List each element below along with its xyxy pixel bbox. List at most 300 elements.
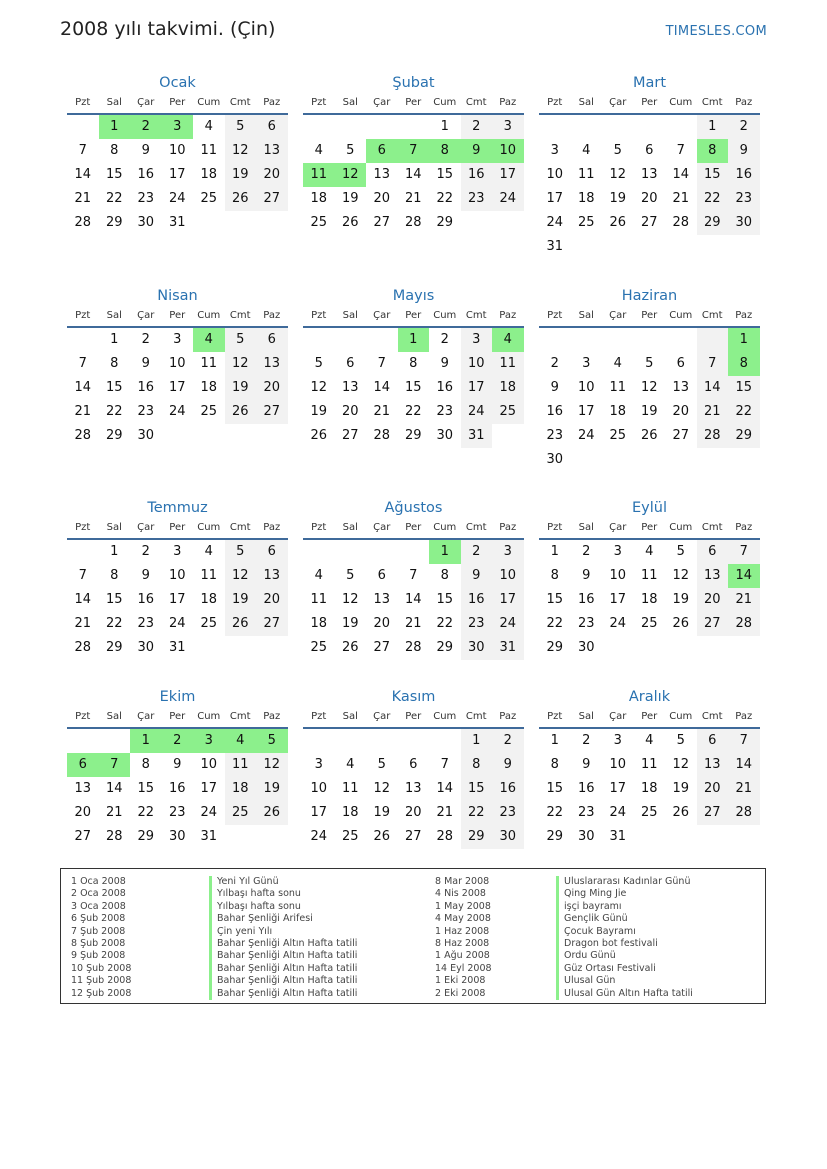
month-name: Aralık — [628, 689, 671, 705]
weekday-label: Cmt — [465, 711, 487, 722]
day-cell: 10 — [609, 568, 627, 583]
day-cell: 3 — [193, 729, 225, 753]
day-cell: 7 — [78, 568, 87, 583]
day-cell: 4 — [204, 119, 213, 134]
day-cell: 17 — [609, 781, 627, 796]
day-cell: 4 — [613, 356, 622, 371]
weekday-label: Per — [169, 711, 186, 722]
day-cell: 29 — [728, 424, 760, 448]
day-cell: 8 — [110, 356, 119, 371]
day-cell: 23 — [492, 801, 524, 825]
day-cell: 7 — [697, 352, 729, 376]
legend-holiday-name: Bahar Şenliği Altın Hafta tatili — [217, 937, 358, 949]
day-cell: 9 — [173, 757, 182, 772]
month-block — [539, 285, 760, 472]
empty-cell — [571, 115, 603, 139]
empty-cell — [697, 448, 729, 472]
empty-cell — [193, 211, 225, 235]
weekday-label: Pzt — [75, 522, 91, 533]
day-cell: 3 — [550, 143, 559, 158]
weekday-label: Per — [169, 522, 186, 533]
day-cell: 11 — [609, 380, 627, 395]
day-cell: 27 — [697, 612, 729, 636]
day-cell: 20 — [74, 805, 92, 820]
weekday-label: Paz — [735, 97, 753, 108]
day-cell: 8 — [110, 143, 119, 158]
day-cell: 19 — [256, 777, 288, 801]
day-cell: 29 — [105, 428, 123, 443]
day-cell: 12 — [225, 564, 257, 588]
day-cell: 1 — [440, 119, 449, 134]
day-cell: 5 — [225, 328, 257, 352]
day-cell: 2 — [550, 356, 559, 371]
day-cell: 8 — [697, 139, 729, 163]
day-cell: 2 — [582, 733, 591, 748]
weekday-header — [303, 519, 524, 540]
empty-cell — [256, 825, 288, 849]
day-cell: 5 — [613, 143, 622, 158]
weekday-label: Çar — [373, 522, 391, 533]
day-cell: 18 — [640, 592, 658, 607]
month-name: Nisan — [157, 288, 198, 304]
legend-date: 2 Eki 2008 — [435, 987, 486, 999]
weekday-label: Sal — [106, 310, 122, 321]
day-cell: 14 — [105, 781, 123, 796]
day-cell: 5 — [256, 729, 288, 753]
day-cell: 17 — [492, 588, 524, 612]
day-cell: 15 — [546, 781, 564, 796]
legend-holiday-name: Bahar Şenliği Arifesi — [217, 913, 313, 925]
day-cell: 18 — [225, 777, 257, 801]
weekday-label: Per — [641, 310, 658, 321]
day-cell: 14 — [74, 380, 92, 395]
day-cell: 16 — [461, 163, 493, 187]
day-cell: 13 — [697, 753, 729, 777]
weekday-label: Cmt — [701, 310, 723, 321]
weekday-label: Paz — [263, 522, 281, 533]
day-cell: 28 — [728, 801, 760, 825]
day-cell: 29 — [461, 825, 493, 849]
day-cell: 10 — [168, 356, 186, 371]
weekday-label: Cum — [669, 711, 693, 722]
day-cell: 28 — [105, 829, 123, 844]
empty-cell — [67, 328, 99, 352]
weekday-label: Sal — [578, 711, 594, 722]
weekday-header — [67, 307, 288, 328]
day-cell: 16 — [546, 404, 564, 419]
weekday-label: Pzt — [311, 97, 327, 108]
weekday-label: Sal — [578, 522, 594, 533]
day-cell: 6 — [256, 328, 288, 352]
day-cell: 2 — [162, 729, 194, 753]
day-cell: 8 — [429, 139, 461, 163]
legend-holiday-name: Çocuk Bayramı — [564, 925, 636, 937]
day-cell: 12 — [225, 352, 257, 376]
day-grid — [539, 115, 760, 259]
weekday-label: Per — [405, 711, 422, 722]
day-cell: 27 — [697, 801, 729, 825]
weekday-label: Paz — [499, 711, 517, 722]
legend-date: 7 Şub 2008 — [71, 925, 126, 937]
day-cell: 28 — [74, 640, 92, 655]
day-grid — [67, 115, 288, 235]
weekday-label: Çar — [373, 711, 391, 722]
day-cell: 4 — [314, 143, 323, 158]
legend-date: 14 Eyl 2008 — [435, 962, 492, 974]
month-name: Ekim — [159, 689, 196, 705]
day-cell: 23 — [137, 616, 155, 631]
day-cell: 28 — [436, 829, 454, 844]
day-cell: 19 — [672, 592, 690, 607]
day-grid — [67, 729, 288, 849]
month-block — [303, 72, 524, 235]
day-cell: 26 — [640, 428, 658, 443]
day-cell: 25 — [200, 616, 218, 631]
day-cell: 22 — [137, 805, 155, 820]
day-cell: 22 — [436, 191, 454, 206]
day-cell: 23 — [168, 805, 186, 820]
day-cell: 10 — [310, 781, 328, 796]
day-cell: 1 — [398, 328, 430, 352]
day-cell: 25 — [577, 215, 595, 230]
day-cell: 9 — [461, 139, 493, 163]
day-cell: 6 — [697, 729, 729, 753]
weekday-label: Cmt — [465, 97, 487, 108]
day-cell: 18 — [492, 376, 524, 400]
weekday-label: Sal — [578, 310, 594, 321]
month-name: Eylül — [632, 500, 667, 516]
empty-cell — [366, 328, 398, 352]
day-cell: 10 — [461, 352, 493, 376]
day-cell: 1 — [130, 729, 162, 753]
empty-cell — [539, 328, 571, 352]
empty-cell — [602, 448, 634, 472]
weekday-label: Pzt — [547, 310, 563, 321]
day-cell: 7 — [440, 757, 449, 772]
day-cell: 28 — [74, 215, 92, 230]
day-cell: 4 — [645, 544, 654, 559]
weekday-label: Çar — [137, 310, 155, 321]
empty-cell — [634, 636, 666, 660]
empty-cell — [665, 235, 697, 259]
weekday-label: Paz — [263, 711, 281, 722]
day-cell: 17 — [461, 376, 493, 400]
legend-holiday-name: Çin yeni Yılı — [217, 925, 273, 937]
legend-names-right — [556, 876, 693, 1000]
day-cell: 3 — [173, 332, 182, 347]
empty-cell — [728, 636, 760, 660]
day-cell: 17 — [609, 592, 627, 607]
day-cell: 24 — [461, 400, 493, 424]
day-cell: 20 — [640, 191, 658, 206]
day-cell: 19 — [609, 191, 627, 206]
day-cell: 7 — [676, 143, 685, 158]
day-cell: 27 — [256, 400, 288, 424]
month-name: Kasım — [391, 689, 436, 705]
empty-cell — [665, 115, 697, 139]
day-cell: 14 — [728, 753, 760, 777]
day-cell: 9 — [141, 143, 150, 158]
day-cell: 17 — [310, 805, 328, 820]
holiday-legend — [60, 868, 766, 1004]
legend-dates-right — [435, 876, 492, 1000]
day-cell: 11 — [640, 757, 658, 772]
day-cell: 5 — [645, 356, 654, 371]
weekday-label: Per — [169, 97, 186, 108]
day-cell: 12 — [256, 753, 288, 777]
day-cell: 19 — [310, 404, 328, 419]
day-cell: 10 — [492, 564, 524, 588]
day-cell: 3 — [492, 115, 524, 139]
empty-cell — [665, 825, 697, 849]
day-cell: 24 — [168, 616, 186, 631]
legend-holiday-name: Bahar Şenliği Altın Hafta tatili — [217, 987, 358, 999]
weekday-label: Paz — [735, 711, 753, 722]
legend-date: 8 Mar 2008 — [435, 876, 490, 887]
day-cell: 17 — [492, 163, 524, 187]
legend-date: 8 Şub 2008 — [71, 937, 126, 949]
day-cell: 7 — [728, 729, 760, 753]
empty-cell — [634, 115, 666, 139]
empty-cell — [634, 448, 666, 472]
day-cell: 14 — [672, 167, 690, 182]
day-cell: 30 — [137, 215, 155, 230]
day-cell: 4 — [225, 729, 257, 753]
day-cell: 20 — [341, 404, 359, 419]
weekday-label: Çar — [137, 711, 155, 722]
day-cell: 18 — [310, 191, 328, 206]
day-cell: 20 — [256, 588, 288, 612]
day-cell: 29 — [436, 640, 454, 655]
day-cell: 27 — [341, 428, 359, 443]
weekday-label: Çar — [609, 711, 627, 722]
weekday-label: Pzt — [311, 522, 327, 533]
day-cell: 13 — [341, 380, 359, 395]
empty-cell — [602, 328, 634, 352]
day-cell: 21 — [697, 400, 729, 424]
day-cell: 13 — [256, 564, 288, 588]
month-name: Mart — [632, 75, 667, 91]
day-cell: 13 — [404, 781, 422, 796]
weekday-label: Sal — [578, 97, 594, 108]
legend-holiday-name: Yılbaşı hafta sonu — [217, 900, 301, 912]
day-cell: 8 — [440, 568, 449, 583]
day-cell: 1 — [99, 115, 131, 139]
day-cell: 21 — [373, 404, 391, 419]
day-cell: 21 — [74, 404, 92, 419]
day-cell: 19 — [672, 781, 690, 796]
day-cell: 28 — [74, 428, 92, 443]
day-cell: 8 — [409, 356, 418, 371]
day-cell: 25 — [492, 400, 524, 424]
day-cell: 16 — [168, 781, 186, 796]
day-cell: 21 — [728, 777, 760, 801]
day-cell: 5 — [676, 544, 685, 559]
day-cell: 4 — [645, 733, 654, 748]
empty-cell — [335, 328, 367, 352]
day-grid — [303, 115, 524, 235]
empty-cell — [225, 825, 257, 849]
empty-cell — [303, 729, 335, 753]
weekday-label: Pzt — [547, 711, 563, 722]
day-cell: 16 — [577, 592, 595, 607]
day-cell: 28 — [404, 640, 422, 655]
day-cell: 18 — [577, 191, 595, 206]
month-block — [539, 72, 760, 259]
day-cell: 29 — [404, 428, 422, 443]
day-cell: 14 — [436, 781, 454, 796]
day-cell: 5 — [314, 356, 323, 371]
month-block — [67, 497, 288, 660]
day-cell: 10 — [546, 167, 564, 182]
empty-cell — [728, 825, 760, 849]
day-cell: 18 — [200, 167, 218, 182]
day-cell: 16 — [137, 167, 155, 182]
day-cell: 16 — [577, 781, 595, 796]
day-cell: 15 — [436, 167, 454, 182]
empty-cell — [697, 636, 729, 660]
day-cell: 11 — [200, 568, 218, 583]
day-cell: 22 — [105, 191, 123, 206]
day-cell: 23 — [728, 187, 760, 211]
legend-date: 9 Şub 2008 — [71, 950, 126, 962]
day-cell: 25 — [640, 805, 658, 820]
weekday-label: Cum — [433, 310, 457, 321]
brand-link[interactable]: TIMESLES.COM — [665, 24, 767, 39]
empty-cell — [697, 235, 729, 259]
weekday-label: Cum — [669, 97, 693, 108]
weekday-label: Pzt — [547, 97, 563, 108]
empty-cell — [728, 235, 760, 259]
day-grid — [539, 729, 760, 849]
day-cell: 11 — [200, 356, 218, 371]
day-cell: 6 — [676, 356, 685, 371]
empty-cell — [303, 328, 335, 352]
day-cell: 8 — [728, 352, 760, 376]
day-cell: 21 — [404, 191, 422, 206]
day-cell: 22 — [461, 801, 493, 825]
day-cell: 21 — [672, 191, 690, 206]
day-cell: 11 — [341, 781, 359, 796]
day-cell: 15 — [546, 592, 564, 607]
day-cell: 4 — [492, 328, 524, 352]
day-cell: 9 — [141, 568, 150, 583]
empty-cell — [67, 115, 99, 139]
day-cell: 11 — [310, 592, 328, 607]
day-cell: 2 — [461, 115, 493, 139]
day-cell: 26 — [225, 400, 257, 424]
day-cell: 5 — [346, 143, 355, 158]
day-cell: 26 — [310, 428, 328, 443]
day-cell: 9 — [582, 568, 591, 583]
weekday-label: Cmt — [229, 310, 251, 321]
weekday-header — [303, 94, 524, 115]
day-cell: 26 — [672, 616, 690, 631]
day-cell: 24 — [168, 191, 186, 206]
day-cell: 8 — [110, 568, 119, 583]
weekday-label: Paz — [263, 310, 281, 321]
day-cell: 13 — [373, 167, 391, 182]
day-cell: 21 — [404, 616, 422, 631]
day-cell: 30 — [728, 211, 760, 235]
day-cell: 30 — [577, 640, 595, 655]
day-cell: 25 — [225, 801, 257, 825]
day-cell: 12 — [341, 592, 359, 607]
day-cell: 3 — [582, 356, 591, 371]
day-cell: 27 — [672, 428, 690, 443]
day-cell: 14 — [404, 592, 422, 607]
weekday-label: Çar — [373, 310, 391, 321]
legend-date: 10 Şub 2008 — [71, 962, 132, 974]
weekday-label: Pzt — [75, 97, 91, 108]
legend-date: 1 May 2008 — [435, 900, 491, 912]
day-cell: 14 — [728, 564, 760, 588]
empty-cell — [697, 825, 729, 849]
day-cell: 6 — [346, 356, 355, 371]
empty-cell — [571, 448, 603, 472]
weekday-label: Çar — [137, 97, 155, 108]
day-cell: 3 — [173, 544, 182, 559]
weekday-label: Per — [405, 310, 422, 321]
weekday-header — [67, 708, 288, 729]
weekday-label: Cum — [669, 522, 693, 533]
empty-cell — [67, 729, 99, 753]
day-cell: 8 — [550, 568, 559, 583]
weekday-label: Cum — [197, 310, 221, 321]
weekday-label: Per — [405, 522, 422, 533]
day-cell: 22 — [105, 616, 123, 631]
empty-cell — [665, 328, 697, 352]
empty-cell — [303, 115, 335, 139]
day-grid — [303, 729, 524, 849]
weekday-label: Per — [641, 97, 658, 108]
day-cell: 29 — [697, 211, 729, 235]
weekday-label: Cum — [197, 97, 221, 108]
legend-holiday-name: Bahar Şenliği Altın Hafta tatili — [217, 950, 358, 962]
legend-holiday-name: Uluslararası Kadınlar Günü — [564, 876, 691, 887]
day-grid — [539, 540, 760, 660]
day-cell: 10 — [200, 757, 218, 772]
day-cell: 23 — [461, 612, 493, 636]
empty-cell — [225, 636, 257, 660]
day-cell: 12 — [672, 568, 690, 583]
weekday-label: Cmt — [701, 522, 723, 533]
empty-cell — [67, 540, 99, 564]
month-block — [539, 497, 760, 660]
day-cell: 1 — [550, 544, 559, 559]
day-cell: 9 — [582, 757, 591, 772]
weekday-label: Pzt — [547, 522, 563, 533]
day-cell: 4 — [582, 143, 591, 158]
legend-holiday-name: Dragon bot festivali — [564, 937, 658, 949]
day-cell: 4 — [314, 568, 323, 583]
weekday-label: Per — [641, 522, 658, 533]
day-cell: 2 — [141, 332, 150, 347]
day-cell: 15 — [436, 592, 454, 607]
day-cell: 31 — [609, 829, 627, 844]
day-cell: 22 — [436, 616, 454, 631]
day-cell: 23 — [461, 187, 493, 211]
day-cell: 7 — [78, 143, 87, 158]
empty-cell — [492, 424, 524, 448]
day-cell: 11 — [225, 753, 257, 777]
legend-holiday-name: Bahar Şenliği Altın Hafta tatili — [217, 962, 358, 974]
legend-date: 1 Oca 2008 — [71, 876, 126, 887]
month-block — [539, 686, 760, 849]
day-cell: 4 — [204, 544, 213, 559]
day-cell: 8 — [141, 757, 150, 772]
day-cell: 13 — [256, 139, 288, 163]
